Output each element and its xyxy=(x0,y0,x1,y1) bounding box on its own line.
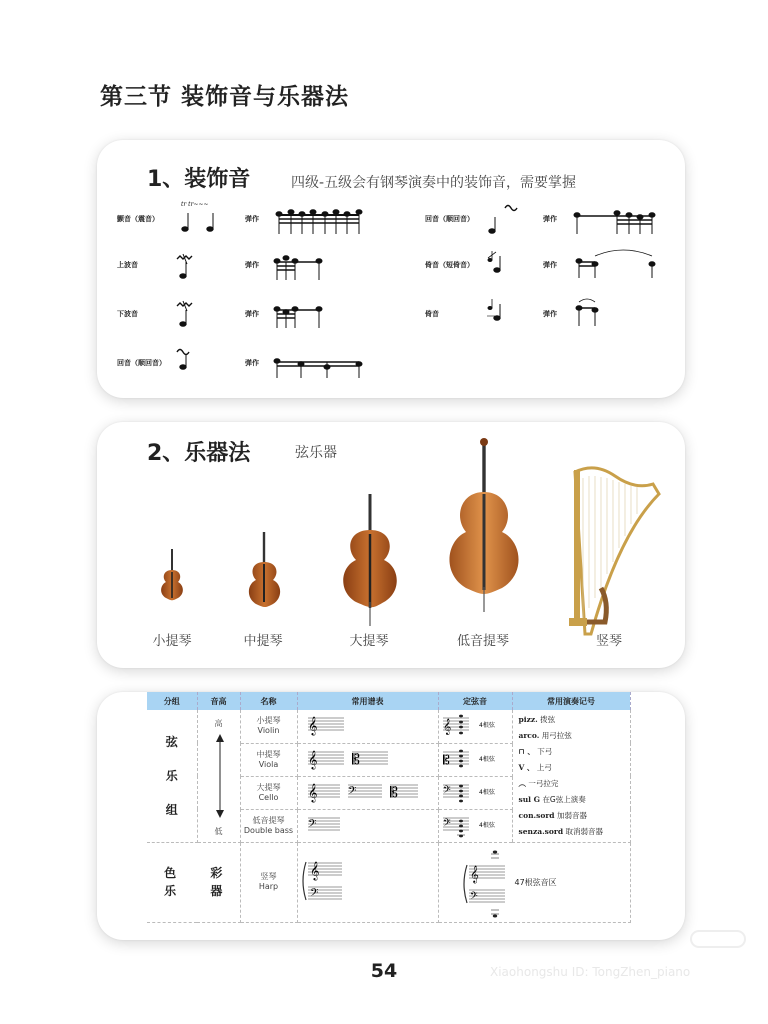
svg-text:𝄢: 𝄢 xyxy=(307,817,316,833)
violin-icon xyxy=(161,549,183,600)
instrument-label-harp: 竖琴 xyxy=(595,634,622,649)
header-clefs: 常用谱表 xyxy=(297,692,438,710)
turn-right-realization-icon xyxy=(574,211,655,234)
page-number: 54 xyxy=(370,960,398,982)
instrument-cn: 低音提琴 xyxy=(252,815,285,825)
name-cell xyxy=(240,842,297,922)
svg-text:𝄢: 𝄢 xyxy=(442,783,451,798)
instrument-cn: 中提琴 xyxy=(256,749,281,759)
bass-staff-icon xyxy=(298,810,438,840)
color-group-char: 彩 xyxy=(210,866,223,880)
instrument-en: Viola xyxy=(258,759,279,769)
string-group-char: 乐 xyxy=(165,768,178,783)
name-cell xyxy=(240,776,297,809)
table-row-harp xyxy=(147,842,630,922)
turn-realization-icon xyxy=(274,359,362,378)
turn-right-icon xyxy=(489,206,517,234)
svg-text:𝄢: 𝄢 xyxy=(309,887,318,902)
instrument-label-double-bass: 低音提琴 xyxy=(456,634,509,649)
technique-item: sul G 在G弦上演奏 xyxy=(518,794,586,804)
lower-mordent-icon xyxy=(177,301,192,326)
svg-text:𝄢: 𝄢 xyxy=(347,784,356,800)
orchestration-card xyxy=(97,692,685,940)
play-label: 弹作 xyxy=(245,215,259,223)
ornament-name-turn-right: 回音（顺回音） xyxy=(425,215,474,223)
play-label: 弹作 xyxy=(245,261,259,269)
svg-text:𝄢: 𝄢 xyxy=(442,816,451,831)
technique-item: pizz. 拨弦 xyxy=(518,714,556,724)
treble-staff-icon xyxy=(298,710,438,740)
instrument-label-viola: 中提琴 xyxy=(243,634,283,649)
pitch-high-label: 高 xyxy=(214,719,223,728)
color-group-cell xyxy=(147,842,240,922)
trill-realization-icon xyxy=(276,210,362,234)
string-group-char: 组 xyxy=(165,802,178,817)
string-group-cell xyxy=(147,710,197,842)
technique-item: V 、 上弓 xyxy=(518,762,552,772)
instruments-subtitle: 弦乐器 xyxy=(295,445,337,461)
instrument-cn: 小提琴 xyxy=(256,716,281,726)
header-pitch: 音高 xyxy=(197,692,240,710)
play-label: 弹作 xyxy=(245,310,259,318)
svg-text:𝄞: 𝄞 xyxy=(309,861,319,880)
string-group-char: 弦 xyxy=(165,734,178,749)
instrument-en: Cello xyxy=(258,792,279,802)
instrument-en: Violin xyxy=(257,726,280,736)
svg-text:𝄢: 𝄢 xyxy=(469,890,478,904)
strings-count: 4根弦 xyxy=(478,788,495,796)
technique-item: senza.sord 取消弱音器 xyxy=(518,826,603,836)
table-row xyxy=(147,710,630,743)
treble-alto-staff-icon xyxy=(298,744,438,774)
three-staff-icon xyxy=(298,777,438,807)
instruments-heading: 2、乐器法 xyxy=(147,441,251,466)
ornament-name-upper-mordent: 上波音 xyxy=(117,261,138,269)
trill-note-icons xyxy=(182,213,213,231)
ornament-name-appoggiatura: 倚音 xyxy=(425,310,439,318)
instruments-card xyxy=(97,422,685,668)
instrument-label-violin: 小提琴 xyxy=(152,634,192,649)
appoggiatura-icon xyxy=(487,299,500,320)
strings-count: 4根弦 xyxy=(478,755,495,763)
play-label: 弹作 xyxy=(245,359,259,367)
instrument-cn: 大提琴 xyxy=(256,782,281,792)
tuning-cell xyxy=(438,776,512,809)
svg-text:𝄞: 𝄞 xyxy=(307,782,317,802)
tuning-notes-icon xyxy=(439,710,509,740)
upper-mordent-realization-icon xyxy=(274,256,322,280)
pitch-arrow-icon xyxy=(215,734,225,818)
clef-cell xyxy=(297,743,438,776)
ornament-name-acciaccatura: 倚音（短倚音） xyxy=(425,261,474,269)
appoggiatura-realization-icon xyxy=(576,299,598,326)
svg-text:𝄡: 𝄡 xyxy=(442,752,450,767)
header-name: 名称 xyxy=(240,692,297,710)
upper-mordent-icon xyxy=(177,254,192,278)
tuning-cell xyxy=(438,809,512,842)
instrument-cn: 竖琴 xyxy=(260,872,277,881)
ornament-name-trill: 颤音（震音） xyxy=(117,215,159,223)
technique-item: ⊓ 、 下弓 xyxy=(518,746,553,756)
tuning-cell xyxy=(438,710,512,743)
svg-text:𝄞: 𝄞 xyxy=(442,719,451,736)
pitch-range-cell xyxy=(197,710,240,842)
instrument-en: Double bass xyxy=(243,825,294,835)
technique-item: con.sord 加弱音器 xyxy=(518,810,587,820)
svg-text:𝄞: 𝄞 xyxy=(307,716,317,736)
color-group-char: 乐 xyxy=(164,884,177,898)
name-cell xyxy=(240,710,297,743)
ornaments-heading: 1、装饰音 xyxy=(147,167,251,192)
table-header-row xyxy=(147,692,630,710)
strings-count: 4根弦 xyxy=(478,821,495,829)
clef-cell xyxy=(297,776,438,809)
tuning-notes-icon xyxy=(439,810,509,840)
clef-cell xyxy=(297,842,438,922)
harp-range-cell xyxy=(438,842,630,922)
watermark: Xiaohongshu ID: TongZhen_piano xyxy=(490,965,691,979)
ornament-name-lower-mordent: 下波音 xyxy=(117,310,138,318)
svg-text:𝄞: 𝄞 xyxy=(469,865,479,883)
svg-text:𝄡: 𝄡 xyxy=(351,751,360,768)
clef-cell xyxy=(297,809,438,842)
header-techniques: 常用演奏记号 xyxy=(512,692,630,710)
color-group-char: 器 xyxy=(210,884,223,898)
clef-cell xyxy=(297,710,438,743)
harp-range-label: 47根弦音区 xyxy=(514,877,557,887)
section-title: 第三节 装饰音与乐器法 xyxy=(100,84,350,110)
name-cell xyxy=(240,743,297,776)
color-group-char: 色 xyxy=(164,866,177,880)
acciaccatura-realization-icon xyxy=(576,250,655,278)
technique-item: ︵ 一弓拉完 xyxy=(518,778,559,788)
orchestration-table xyxy=(147,692,631,923)
grand-staff-icon xyxy=(298,849,438,913)
tuning-cell xyxy=(438,743,512,776)
harp-range-staff-icon xyxy=(439,844,509,920)
name-cell xyxy=(240,809,297,842)
play-label: 弹作 xyxy=(543,215,557,223)
tuning-notes-icon xyxy=(439,744,509,774)
double-bass-icon xyxy=(449,438,518,612)
techniques-cell xyxy=(512,710,630,842)
ornament-name-turn: 回音（顺回音） xyxy=(117,359,166,367)
technique-item: arco. 用弓拉弦 xyxy=(518,730,572,740)
cello-icon xyxy=(343,494,397,626)
instrument-label-cello: 大提琴 xyxy=(349,634,389,649)
turn-icon xyxy=(177,350,189,370)
lower-mordent-realization-icon xyxy=(274,307,322,328)
ornaments-card xyxy=(97,140,685,398)
strings-count: 4根弦 xyxy=(478,722,495,730)
svg-text:𝄡: 𝄡 xyxy=(389,784,398,801)
watermark-logo-icon xyxy=(690,930,746,948)
ornament-notation-svg xyxy=(97,140,685,398)
header-group: 分组 xyxy=(147,692,197,710)
trill-mark-text: tr tr~~~ xyxy=(181,201,209,208)
acciaccatura-icon xyxy=(488,251,500,272)
tuning-notes-icon xyxy=(439,777,509,807)
play-label: 弹作 xyxy=(543,310,557,318)
play-label: 弹作 xyxy=(543,261,557,269)
harp-icon xyxy=(569,468,659,634)
ornaments-subtitle: 四级-五级会有钢琴演奏中的装饰音，需要掌握 xyxy=(291,175,577,191)
instrument-en: Harp xyxy=(258,882,279,891)
pitch-low-label: 低 xyxy=(214,827,223,836)
viola-icon xyxy=(249,532,280,607)
header-tuning: 定弦音 xyxy=(438,692,512,710)
svg-text:𝄞: 𝄞 xyxy=(307,749,317,769)
